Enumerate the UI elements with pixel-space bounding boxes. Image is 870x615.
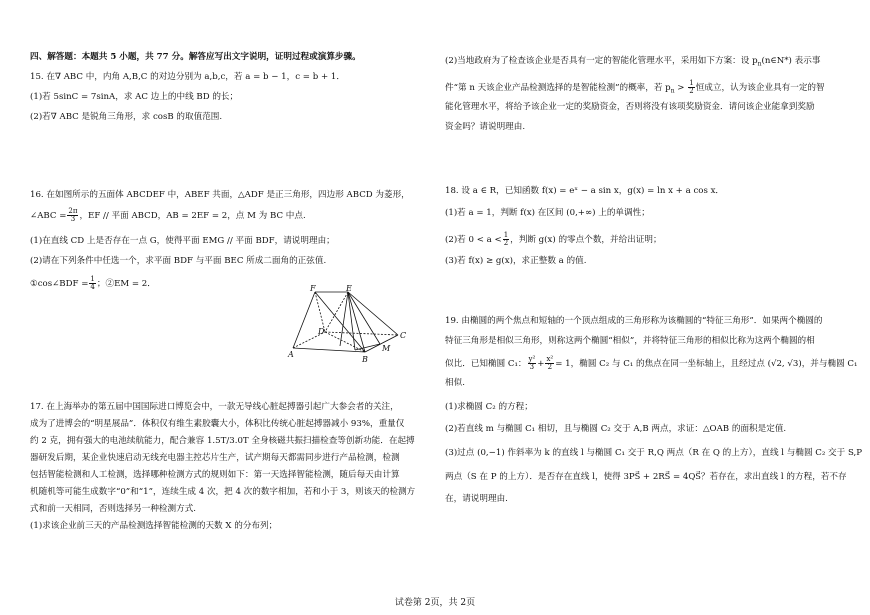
- q19-l3a: 似比．已知椭圆 C₁：: [445, 359, 527, 369]
- q16-stem: 16. 在如图所示的五面体 ABCDEF 中，ABEF 共面，△ADF 是正三角形，四边形 ABCD 为菱形，: [30, 190, 410, 200]
- q17-line7: 式和前一天相同，否则选择另一种检测方式.: [30, 504, 197, 514]
- fig-label-c: C: [400, 331, 407, 340]
- q19-line1: 19. 由椭圆的两个焦点和短轴的一个顶点组成的三角形称为该椭圆的“特征三角形”．如果两个椭圆的: [445, 316, 823, 326]
- q18-p2a: (2)若 0 < a <: [445, 235, 502, 245]
- q18-p2b: ，判断 g(x) 的零点个数，并给出证明；: [510, 235, 662, 245]
- q18-stem: 18. 设 a ∈ R，已知函数 f(x) = eˣ − a sin x，g(x) = ln x + a cos x．: [445, 186, 725, 196]
- q19-plus: +: [537, 359, 545, 369]
- fig-label-a: A: [288, 350, 294, 359]
- q15-part1: (1)若 5sinC = 7sinA，求 AC 边上的中线 BD 的长；: [30, 92, 239, 102]
- q17p2-l2a: 件“第 n 天该企业产品检测选择的是智能检测”的概率，若 p: [445, 83, 671, 93]
- section-header: 四、解答题：本题共 5 小题，共 77 分。解答应写出文字说明，证明过程或演算步骤。: [30, 52, 361, 62]
- q18-fraction: [503, 232, 509, 247]
- q17-line2: 成为了进博会的“明星展品”．体积仅有维生素胶囊大小，体积比传统心脏起搏器减小 93%，重量仅: [30, 419, 405, 429]
- q15-stem: 15. 在∇ ABC 中，内角 A,B,C 的对边分别为 a,b,c，若 a = b − 1，c = b + 1．: [30, 72, 345, 82]
- q18-part3: (3)若 f(x) ≥ g(x)，求正整数 a 的值.: [445, 256, 587, 266]
- q19-frac2: [545, 356, 554, 371]
- q17p2-frac-num: 1: [689, 79, 694, 87]
- q16-opt-frac-den: 4: [90, 283, 95, 291]
- q17-part2-line2: 件“第 n 天该企业产品检测选择的是智能检测”的概率，若 $p_n$ > $\frac{1}{2}$ 恒成立，认为该企业具有一定的智: [445, 79, 825, 95]
- q18-frac-den: 2: [503, 239, 509, 247]
- fig-label-b: B: [362, 355, 368, 364]
- q18-frac-num: 1: [503, 231, 509, 239]
- q19-frac1: [528, 356, 537, 371]
- q19-part3-line2: 两点（S 在 P 的上方）．是否存在直线 l，使得 3PS⃗ + 2RS⃗ = 4QS⃗？若存在，求出直线 l 的方程，若不存: [445, 472, 847, 482]
- q19-f2-den: 2: [547, 363, 553, 371]
- q17-part1: (1)求该企业前三天的产品检测选择智能检测的天数 X 的分布列；: [30, 521, 278, 531]
- q17-line4: 器研发后期，某企业快速启动无线充电器主控芯片生产，试产期每天都需同步进行产品检测，检测: [30, 453, 400, 463]
- q17-part2-line4: 资金吗？请说明理由.: [445, 122, 526, 132]
- q19-line4: 相似.: [445, 378, 465, 388]
- q16-figure: [285, 284, 415, 366]
- q17p2-fraction: [688, 80, 694, 95]
- fig-label-e: E: [346, 284, 352, 293]
- q19-part2: (2)若直线 m 与椭圆 C₁ 相切，且与椭圆 C₂ 交于 A,B 两点，求证：△OAB 的面积是定值.: [445, 424, 787, 434]
- q17p2-sub-n2: n: [670, 87, 675, 95]
- q16-frac-num: 2π: [68, 207, 78, 215]
- q17p2-l1a: (2)当地政府为了检查该企业是否具有一定的智能化管理水平，采用如下方案：设 p: [445, 56, 758, 66]
- q17-line5: 包括智能检测和人工检测，选择哪种检测方式的规则如下：第一天选择智能检测，随后每天由计算: [30, 470, 400, 480]
- q16-opt-fraction: [89, 276, 95, 291]
- fig-label-m: M: [382, 344, 391, 353]
- q19-part3-line1: (3)过点 (0,−1) 作斜率为 k 的直线 l 与椭圆 C₁ 交于 R,Q 两点（R 在 Q 的上方），直线 l 与椭圆 C₂ 交于 S,P: [445, 448, 863, 458]
- q19-f2-num: x²: [546, 355, 554, 363]
- q15-part2: (2)若∇ ABC 是锐角三角形，求 cosB 的取值范围.: [30, 112, 223, 122]
- q17-line6: 机随机等可能生成数字“0”和“1”，连续生成 4 次，把 4 次的数字相加，若和小于 3，则该天的检测方: [30, 487, 416, 497]
- q16-option-a: ①cos∠BDF =: [30, 279, 89, 289]
- q19-l3b: = 1，椭圆 C₂ 与 C₁ 的焦点在同一坐标轴上，且经过点 (√2, √3)，并与椭圆 C₁: [555, 359, 858, 369]
- q17p2-l1b: (n∈N*) 表示事: [761, 56, 821, 66]
- q19-part3-line3: 在，请说明理由.: [445, 494, 508, 504]
- q17p2-l2b: 恒成立，认为该企业具有一定的智: [695, 83, 825, 93]
- page-footer: 试卷第 2页，共 2页: [394, 598, 476, 608]
- q16-part2: (2)请在下列条件中任选一个，求平面 BDF 与平面 BEC 所成二面角的正弦值.: [30, 256, 327, 266]
- q17-part2-line3: 能化管理水平，将给予该企业一定的奖励资金，否则将没有该项奖励资金．请问该企业能拿到奖励: [445, 102, 815, 112]
- q19-f1-den: 3: [529, 363, 535, 371]
- q16-fraction: [67, 208, 78, 223]
- q17-line3: 约 2 克，拥有强大的电池续航能力，配合兼容 1.5T/3.0T 全身核磁共振扫描检查等创新功能．在起搏: [30, 436, 415, 446]
- q17-part2-line1: [445, 56, 820, 70]
- q16-opt-frac-num: 1: [90, 275, 95, 283]
- q19-f1-num: y²: [528, 355, 536, 363]
- q16-cond-a: ∠ABC =: [30, 211, 67, 221]
- q16-part1: (1)在直线 CD 上是否存在一点 G，使得平面 EMG // 平面 BDF，请说明理由；: [30, 236, 335, 246]
- q17-line1: 17. 在上海举办的第五届中国国际进口博览会中，一款无导线心脏起搏器引起广大参会者的关注，: [30, 402, 399, 412]
- q19-line3: [445, 356, 857, 371]
- q16-option-b: ；②EM = 2．: [96, 279, 156, 289]
- q18-part1: (1)若 a = 1，判断 f(x) 在区间 (0,+∞) 上的单调性；: [445, 208, 650, 218]
- q16-frac-den: 3: [70, 215, 76, 223]
- fig-label-d: D: [318, 327, 325, 336]
- q16-cond-b: ，EF // 平面 ABCD，AB = 2EF = 2，点 M 为 BC 中点.: [79, 211, 306, 221]
- q18-part2: [445, 232, 662, 247]
- q17p2-sub-n: n: [757, 60, 762, 68]
- q17p2-frac-den: 2: [689, 87, 694, 95]
- fig-label-f: F: [310, 284, 316, 293]
- q19-part1: (1)求椭圆 C₂ 的方程；: [445, 402, 533, 412]
- q16-condition: [30, 208, 306, 223]
- q19-line2: 特征三角形是相似三角形，则称这两个椭圆“相似”，并将特征三角形的相似比称为这两个椭圆的相: [445, 336, 815, 346]
- q16-options: [30, 276, 156, 291]
